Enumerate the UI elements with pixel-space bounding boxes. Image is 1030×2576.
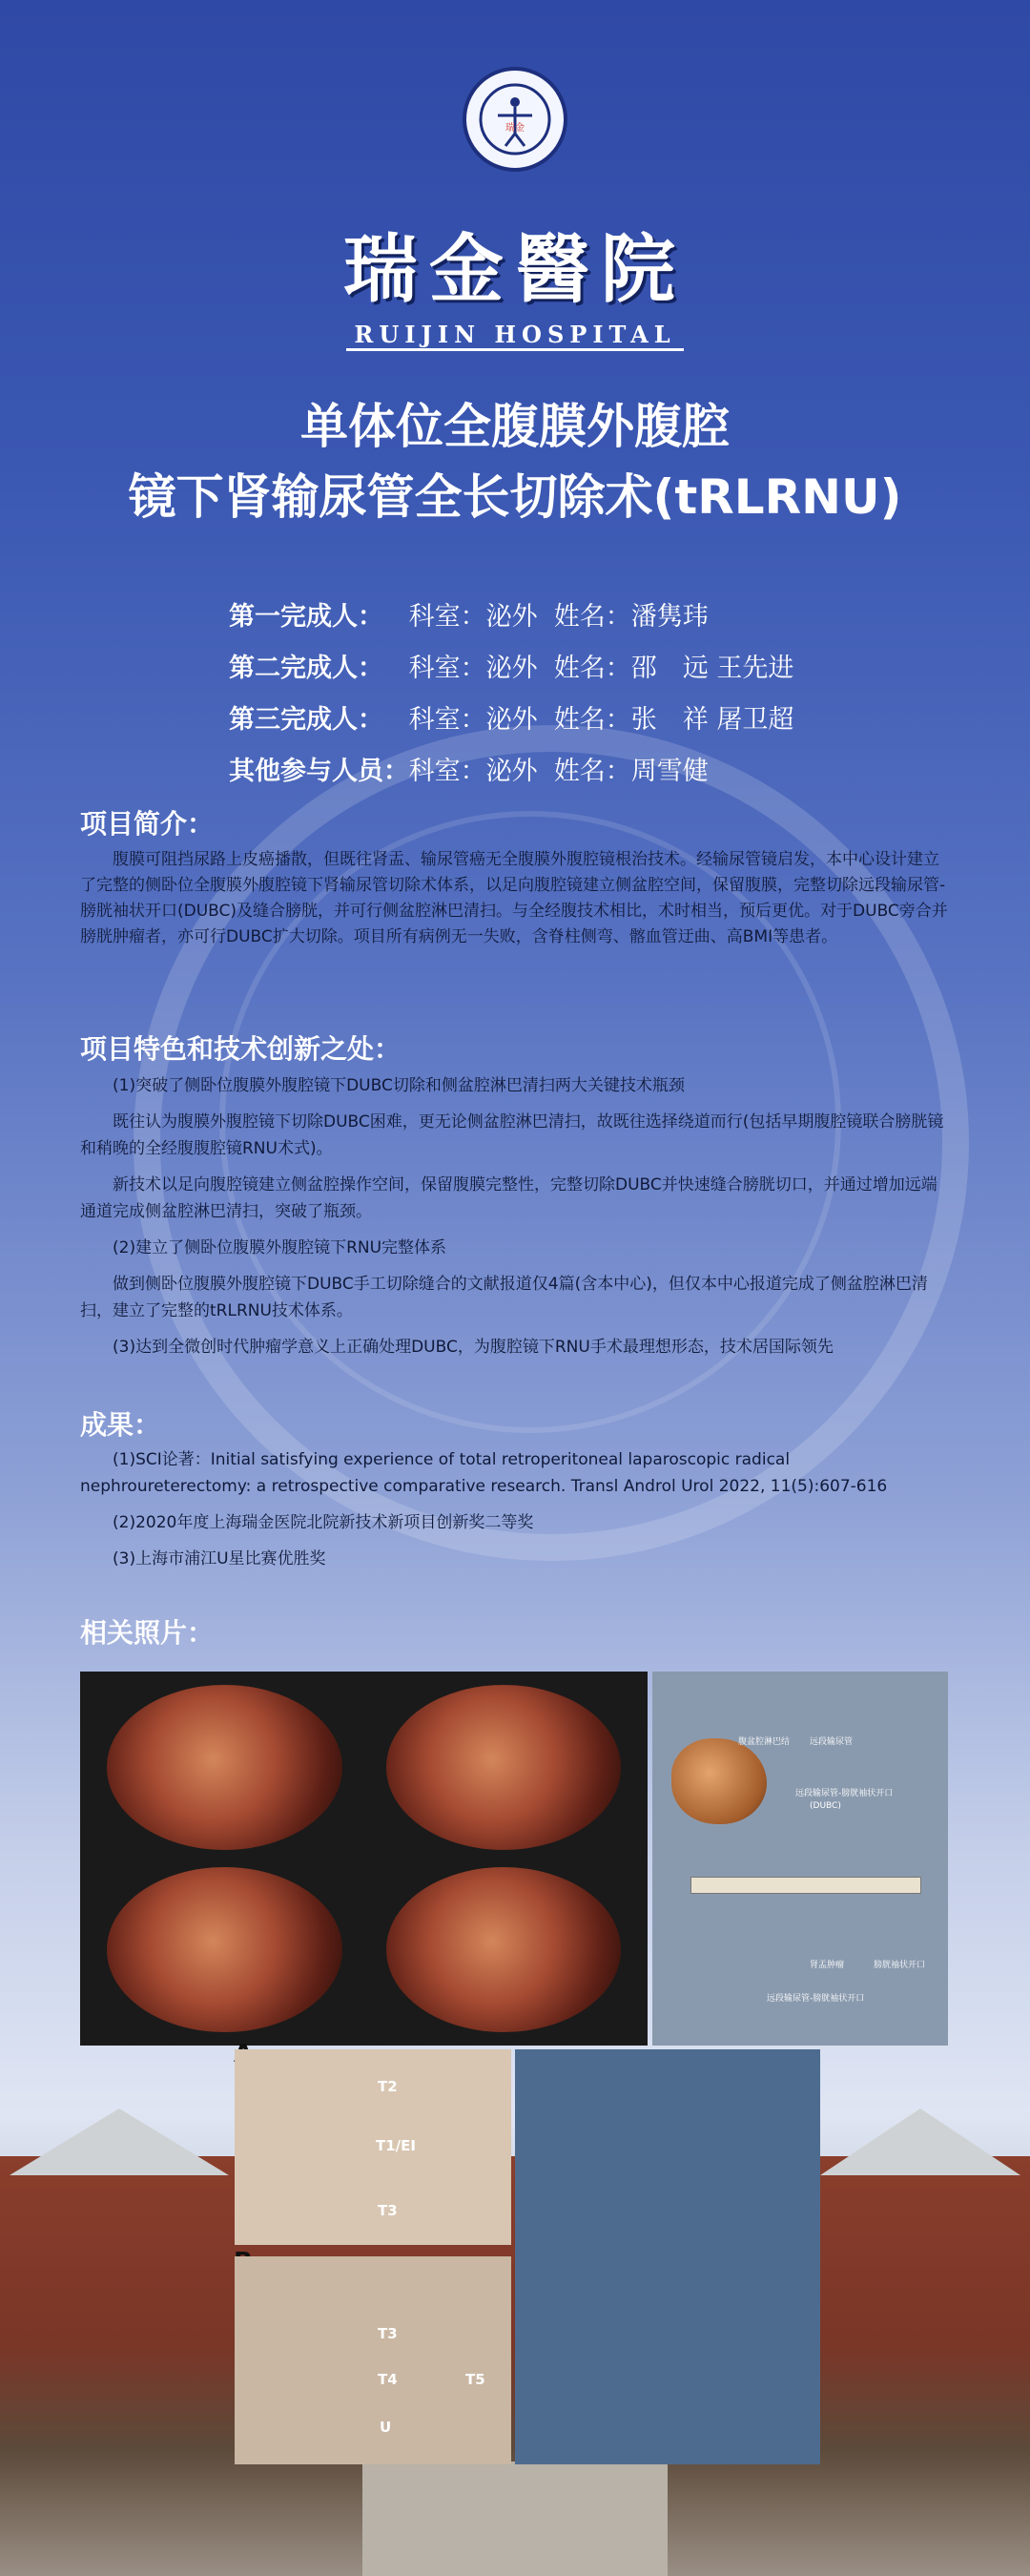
- svg-text:瑞金: 瑞金: [505, 123, 525, 134]
- port-label: T1/EI: [376, 2137, 416, 2154]
- measuring-ruler: [690, 1877, 921, 1894]
- result-item: (1)SCI论著：Initial satisfying experience of total retroperitoneal laparoscopic radical nephroureterectomy: a retrospective comparative research. Transl Androl Urol 2022, 11(5):607-616: [80, 1450, 888, 1496]
- port-label: T2: [378, 2078, 398, 2095]
- feature-item: 新技术以足向腹腔镜建立侧盆腔操作空间，保留腹膜完整性，完整切除DUBC并快速缝合膀胱切口，并通过增加远端通道完成侧盆腔淋巴清扫，突破了瓶颈。: [80, 1175, 937, 1221]
- brand-chinese-name: 瑞金醫院: [342, 226, 687, 313]
- feature-item: (1)突破了侧卧位腹膜外腹腔镜下DUBC切除和侧盆腔淋巴清扫两大关键技术瓶颈: [113, 1076, 685, 1095]
- specimen-label: (DUBC): [810, 1801, 841, 1811]
- operating-room-photo: [515, 2049, 820, 2464]
- contributor-role: 其他参与人员：: [229, 757, 409, 786]
- hospital-emblem: [463, 67, 567, 172]
- port-label: T5: [465, 2371, 485, 2388]
- contributor-dept: 科室：泌外: [408, 705, 538, 735]
- result-item: (3)上海市浦江U星比赛优胜奖: [113, 1549, 326, 1568]
- feature-item: 既往认为腹膜外腹腔镜下切除DUBC困难，更无论侧盆腔淋巴清扫，故既往选择绕道而行(包括早期腹腔镜联合膀胱镜和稍晚的全经腹腹腔镜RNU术式)。: [80, 1112, 944, 1158]
- specimen-label: 肾盂肿瘤: [810, 1961, 845, 1970]
- port-label: T4: [378, 2371, 398, 2388]
- port-placement-photo-a: [235, 2049, 511, 2245]
- contributor-row: [229, 746, 896, 798]
- contributor-dept: 科室：泌外: [408, 602, 538, 632]
- contributor-role: 第三完成人：: [229, 705, 383, 735]
- contributor-row: [229, 695, 896, 746]
- surgery-photos: [80, 1672, 948, 2046]
- contributor-dept: 科室：泌外: [408, 654, 538, 683]
- specimen-label: 远段输尿管-膀胱袖状开口: [795, 1789, 894, 1798]
- contributor-role: 第二完成人：: [229, 654, 383, 683]
- specimen-photo: [652, 1672, 948, 2046]
- specimen-label: 远段输尿管-膀胱袖状开口: [767, 1994, 865, 2004]
- laparoscopic-photo: [386, 1867, 622, 2032]
- contributor-row: [229, 643, 896, 695]
- contributor-role: 第一完成人：: [229, 602, 383, 632]
- photos-heading: 相关照片：: [80, 1617, 215, 1649]
- port-placement-photo-b: [235, 2256, 511, 2464]
- features-list: [80, 1072, 953, 1370]
- building-roof-right: [820, 2109, 1020, 2175]
- port-label: U: [380, 2419, 392, 2436]
- intro-text: 腹膜可阻挡尿路上皮癌播散，但既往肾盂、输尿管癌无全腹膜外腹腔镜根治技术。经输尿管镜启发，本中心设计建立了完整的侧卧位全腹膜外腹腔镜下肾输尿管切除术体系，以足向腹腔镜建立侧盆腔空间，保留腹膜，完整切除远段输尿管-膀胱袖状开口(DUBC)及缝合膀胱，并可行侧盆腔淋巴清扫。与全经腹技术相比，术时相当，预后更优。对于DUBC旁合并膀胱肿瘤者，亦可行DUBC扩大切除。项目所有病例无一失败，含脊柱侧弯、髂血管迂曲、高BMI等患者。: [80, 850, 948, 946]
- kidney-specimen: [671, 1738, 767, 1824]
- contributors-list: [229, 592, 896, 798]
- contributor-names: 姓名：邵 远 王先进: [553, 654, 794, 683]
- intro-paragraph: [80, 847, 953, 950]
- building-stairs: [362, 2462, 668, 2576]
- title-line-1: 单体位全腹膜外腹腔: [300, 399, 730, 454]
- title-line-2: 镜下肾输尿管全长切除术(tRLRNU): [128, 469, 902, 525]
- emblem-icon: [477, 81, 553, 157]
- feature-item: (3)达到全微创时代肿瘤学意义上正确处理DUBC，为腹腔镜下RNU手术最理想形态，技术居国际领先: [113, 1338, 834, 1357]
- hospital-brand: [0, 210, 1030, 351]
- results-heading: 成果：: [80, 1409, 161, 1441]
- specimen-label: 腹盆腔淋巴结: [738, 1737, 791, 1747]
- contributor-dept: 科室：泌外: [408, 757, 538, 786]
- contributor-row: [229, 592, 896, 643]
- brand-english-name: RUIJIN HOSPITAL: [346, 321, 683, 351]
- port-label: T3: [378, 2202, 398, 2219]
- contributor-names: 姓名：张 祥 屠卫超: [553, 705, 794, 735]
- laparoscopic-photo: [107, 1685, 342, 1850]
- page-title: [0, 391, 1030, 532]
- results-list: [80, 1446, 953, 1582]
- contributor-names: 姓名：周雪健: [553, 757, 709, 786]
- result-item: (2)2020年度上海瑞金医院北院新技术新项目创新奖二等奖: [113, 1513, 534, 1532]
- laparoscopic-photo: [386, 1685, 622, 1850]
- laparoscopic-photo: [107, 1867, 342, 2032]
- specimen-label: 远段输尿管: [810, 1737, 854, 1747]
- port-label: T3: [378, 2325, 398, 2342]
- features-heading: 项目特色和技术创新之处：: [80, 1033, 402, 1065]
- intro-heading: 项目简介：: [80, 808, 215, 840]
- contributor-names: 姓名：潘隽玮: [553, 602, 709, 632]
- feature-item: (2)建立了侧卧位腹膜外腹腔镜下RNU完整体系: [113, 1238, 447, 1257]
- specimen-label: 膀胱袖状开口: [874, 1961, 926, 1970]
- building-roof-left: [10, 2109, 229, 2175]
- feature-item: 做到侧卧位腹膜外腹腔镜下DUBC手工切除缝合的文献报道仅4篇(含本中心)，但仅本中心报道完成了侧盆腔淋巴清扫，建立了完整的tRLRNU技术体系。: [80, 1275, 928, 1320]
- laparoscopic-photo-grid: [80, 1672, 648, 2046]
